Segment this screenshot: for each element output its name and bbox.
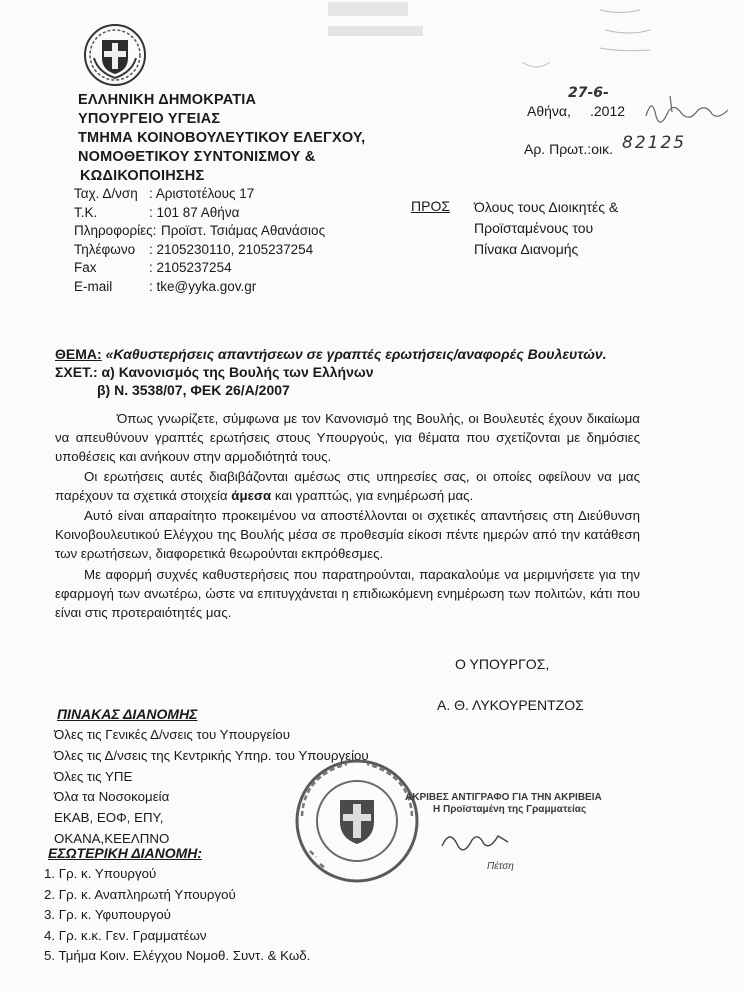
subject-line — [55, 346, 607, 362]
contact-value: : Αριστοτέλους 17 — [149, 186, 255, 201]
contact-value: : 2105230110, 2105237254 — [149, 241, 314, 257]
list-item: Όλες τις Δ/νσεις της Κεντρικής Υπηρ. του Υπουργείου — [54, 747, 369, 763]
internal-distribution-title: ΕΣΩΤΕΡΙΚΗ ΔΙΑΝΟΜΗ: — [48, 845, 203, 861]
stamp-text — [405, 792, 602, 816]
body-paragraph-3: Αυτό είναι απαραίτητο προκειμένου να αποστέλλονται οι σχετικές απαντήσεις στη Διεύθυνση Κοινοβουλευτικού Ελέγχου της Βουλής μέσα σε προθεσμία είκοσι πέντε ημερών από την κατάθεση των ερωτήσεων, διαφορετικά θεωρούνται εκπρόθεσμες. — [55, 508, 640, 562]
header-ministry: ΥΠΟΥΡΓΕΙΟ ΥΓΕΙΑΣ — [78, 111, 221, 127]
contact-label: E-mail — [74, 278, 113, 294]
list-item: ΟΚΑΝΑ,ΚΕΕΛΠΝΟ — [54, 830, 170, 846]
header-department-line1: ΤΜΗΜΑ ΚΟΙΝΟΒΟΥΛΕΥΤΙΚΟΥ ΕΛΕΓΧΟΥ, — [78, 130, 366, 146]
list-item: 5. Τμήμα Κοιν. Ελέγχου Νομοθ. Συντ. & Κωδ. — [44, 948, 311, 963]
recipient-line: Πίνακα Διανομής — [474, 241, 579, 257]
contact-fax-row — [74, 259, 325, 278]
contact-address-row — [74, 185, 325, 204]
recipient-label: ΠΡΟΣ — [411, 198, 450, 214]
contact-label: Fax — [74, 260, 97, 275]
body-paragraph-2-start: Οι ερωτήσεις αυτές διαβιβάζονται αμέσως στις υπηρεσίες σας, οι οποίες οφείλουν να μας παρέχουν τα σχετικά στοιχεία — [55, 469, 640, 504]
recipient-block — [474, 197, 618, 260]
list-item: Όλα τα Νοσοκομεία — [54, 789, 170, 805]
list-item: ΕΚΑΒ, ΕΟΦ, ΕΠΥ, — [54, 810, 164, 826]
header-department-line3: ΚΩΔΙΚΟΠΟΙΗΣΗΣ — [80, 168, 205, 184]
handwritten-scribble — [640, 90, 740, 130]
list-item: Όλες τις ΥΠΕ — [54, 768, 133, 784]
body-paragraph-2-bold: άμεσα — [231, 488, 272, 504]
header-country: ΕΛΛΗΝΙΚΗ ΔΗΜΟΚΡΑΤΙΑ — [78, 92, 257, 108]
body-paragraph-2 — [55, 467, 640, 505]
contact-zip-row — [74, 204, 325, 223]
signature-name: Α. Θ. ΛΥΚΟΥΡΕΝΤΖΟΣ — [437, 697, 584, 713]
internal-distribution-list — [44, 864, 310, 967]
reference-label: ΣΧΕΤ.: — [55, 364, 98, 380]
official-seal-stamp — [292, 756, 422, 886]
body-paragraph-2-end: και γραπτώς, για ενημέρωσή μας. — [271, 488, 474, 504]
contact-value: : 2105237254 — [149, 260, 232, 275]
reference-line — [55, 364, 374, 380]
stamp-line: Η Προϊσταμένη της Γραμματείας — [433, 804, 587, 815]
list-item: Όλες τις Γενικές Δ/νσεις του Υπουργείου — [54, 727, 290, 742]
protocol-number: 82125 — [622, 133, 687, 153]
contact-block — [74, 185, 325, 296]
contact-value: : 101 87 Αθήνα — [149, 204, 240, 220]
contact-info-row — [74, 222, 325, 241]
signature-title: Ο ΥΠΟΥΡΓΟΣ, — [455, 656, 550, 672]
stamp-signature-scribble — [438, 826, 518, 856]
body-paragraph-4: Με αφορμή συχνές καθυστερήσεις που παρατηρούνται, παρακαλούμε να μεριμνήσετε για την εφαρμογή των ανωτέρω, ώστε να επιτυγχάνεται η επιδιωκόμενη ενημέρωση των πολιτών, κάτι που είναι στις προτεραιότητές μας. — [55, 567, 640, 621]
contact-value: : tke@yyka.gov.gr — [149, 278, 257, 294]
subject-text: «Καθυστερήσεις απαντήσεων σε γραπτές ερωτήσεις/αναφορές Βουλευτών. — [105, 346, 607, 362]
body-paragraph-1: Όπως γνωρίζετε, σύμφωνα με τον Κανονισμό της Βουλής, οι Βουλευτές έχουν δικαίωμα να απευθύνουν γραπτές ερωτήσεις στους Υπουργούς, για θέματα που σχετίζονται με δημόσιες υποθέσεις και ανήκουν στην αρμοδιότητά τους. — [55, 411, 640, 465]
date-year: .2012 — [590, 103, 626, 119]
contact-label: Πληροφορίες: — [74, 223, 157, 238]
recipient-line: Προϊσταμένους του — [474, 220, 594, 236]
list-item: 3. Γρ. κ. Υφυπουργού — [44, 907, 171, 922]
contact-value: Προϊστ. Τσιάμας Αθανάσιος — [161, 223, 326, 238]
contact-label: Τ.Κ. — [74, 204, 98, 220]
reference-b: β) Ν. 3538/07, ΦΕΚ 26/Α/2007 — [97, 382, 290, 398]
date-prefix: Αθήνα, — [527, 103, 571, 119]
contact-label: Τηλέφωνο — [74, 241, 136, 257]
stamp-line: ΑΚΡΙΒΕΣ ΑΝΤΙΓΡΑΦΟ ΓΙΑ ΤΗΝ ΑΚΡΙΒΕΙΑ — [405, 792, 602, 803]
list-item: 4. Γρ. κ.κ. Γεν. Γραμματέων — [44, 927, 207, 943]
contact-phone-row — [74, 241, 325, 260]
list-item: 2. Γρ. κ. Αναπληρωτή Υπουργού — [44, 886, 236, 902]
date-handwritten: 27-6- — [568, 85, 609, 101]
list-item: 1. Γρ. κ. Υπουργού — [44, 866, 157, 881]
subject-label: ΘΕΜΑ: — [55, 346, 102, 362]
contact-email-row — [74, 278, 325, 297]
recipient-line: Όλους τους Διοικητές & — [474, 199, 619, 215]
reference-a: α) Κανονισμός της Βουλής των Ελλήνων — [101, 364, 374, 380]
coat-of-arms-icon — [82, 22, 148, 93]
distribution-title: ΠΙΝΑΚΑΣ ΔΙΑΝΟΜΗΣ — [57, 706, 198, 722]
header-department-line2: ΝΟΜΟΘΕΤΙΚΟΥ ΣΥΝΤΟΝΙΣΜΟΥ & — [78, 149, 316, 165]
stamp-name: Πέτση — [487, 861, 514, 872]
protocol-label: Αρ. Πρωτ.:οικ. — [524, 141, 613, 157]
contact-label: Ταχ. Δ/νση — [74, 186, 138, 201]
